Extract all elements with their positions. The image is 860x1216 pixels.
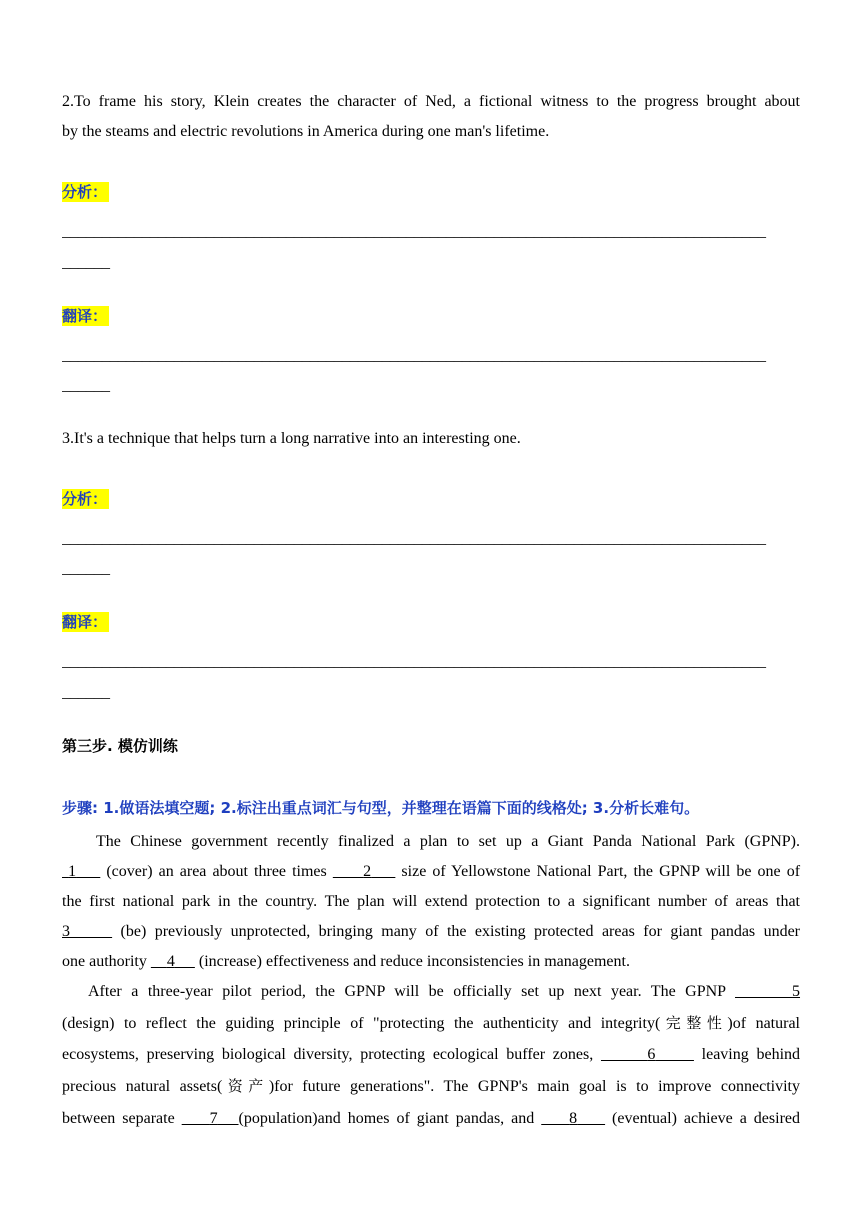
passage-p1-line3: the first national park in the country. The plan will extend protection to a significant number of areas that bbox=[62, 893, 800, 910]
q2-analysis-line-end[interactable]: ______ bbox=[62, 254, 110, 271]
q3-analysis-label: 分析： bbox=[62, 490, 108, 508]
q3-analysis-line[interactable]: ________________________________________________________________________________________ bbox=[62, 530, 766, 547]
blank-5[interactable]: 5 bbox=[792, 983, 801, 1000]
passage-p2-line4: precious natural assets(资产)for future generations". The GPNP's main goal is to improve connectivity bbox=[62, 1077, 800, 1095]
q2-translation-line[interactable]: ________________________________________________________________________________________ bbox=[62, 347, 766, 364]
blank-8[interactable]: 8 bbox=[569, 1110, 578, 1127]
q2-translation-line-end[interactable]: ______ bbox=[62, 377, 110, 394]
q3-sentence-line1: 3.It's a technique that helps turn a long narrative into an interesting one. bbox=[62, 430, 521, 447]
section-heading: 第三步. 模仿训练 bbox=[62, 737, 178, 755]
q3-translation-line[interactable]: ________________________________________________________________________________________ bbox=[62, 653, 766, 670]
blank-3[interactable]: 3 bbox=[62, 923, 70, 940]
passage-p1-line4: 3 (be) previously unprotected, bringing many of the existing protected areas for giant pandas under bbox=[62, 923, 801, 940]
passage-p2-line2: (design) to reflect the guiding principle of "protecting the authenticity and integrity(完整性)of natural bbox=[62, 1014, 800, 1032]
steps-instructions bbox=[62, 798, 699, 818]
q2-analysis-line[interactable]: ________________________________________________________________________________________ bbox=[62, 223, 766, 240]
passage-p2-line5: between separate 7 (population)and homes of giant pandas, and 8 (eventual) achieve a desired bbox=[62, 1110, 801, 1127]
q3-translation-line-end[interactable]: ______ bbox=[62, 684, 110, 701]
steps-prefix: 步骤: bbox=[62, 799, 98, 817]
blank-7[interactable]: 7 bbox=[209, 1110, 218, 1127]
steps-text: 1.做语法填空题; 2.标注出重点词汇与句型，并整理在语篇下面的线格处; 3.分析长难句。 bbox=[98, 799, 700, 817]
q2-translation-label: 翻译： bbox=[62, 307, 108, 325]
q2-sentence-line2: by the steams and electric revolutions in America during one man's lifetime. bbox=[62, 123, 550, 140]
passage-p1-line2: 1 (cover) an area about three times 2 size of Yellowstone National Part, the GPNP will be one of bbox=[62, 862, 800, 882]
blank-4[interactable]: 4 bbox=[166, 953, 175, 970]
q3-translation-label: 翻译： bbox=[62, 613, 108, 631]
passage-p1-line5: one authority 4 (increase) effectiveness and reduce inconsistencies in management. bbox=[62, 953, 630, 970]
q2-sentence-line1: 2.To frame his story, Klein creates the character of Ned, a fictional witness to the progress brought about bbox=[62, 93, 800, 110]
passage-p2-line1: After a three-year pilot period, the GPNP will be officially set up next year. The GPNP 5 bbox=[88, 983, 801, 1000]
q2-analysis-label: 分析： bbox=[62, 183, 108, 201]
q3-analysis-line-end[interactable]: ______ bbox=[62, 560, 110, 577]
passage-p2-line3: ecosystems, preserving biological diversity, protecting ecological buffer zones, 6 leaving behind bbox=[62, 1046, 801, 1063]
blank-6[interactable]: 6 bbox=[647, 1046, 656, 1063]
passage-p1-line1: The Chinese government recently finalized a plan to set up a Giant Panda National Park (GPNP). bbox=[96, 833, 800, 850]
blank-1[interactable]: 1 bbox=[68, 863, 77, 880]
blank-2[interactable]: 2 bbox=[363, 863, 372, 880]
